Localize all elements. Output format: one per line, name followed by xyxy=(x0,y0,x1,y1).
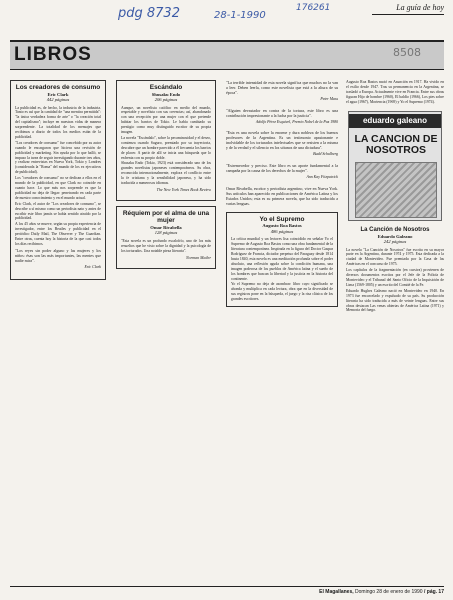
column-4 xyxy=(346,80,444,562)
book-cover-image xyxy=(348,111,442,221)
book-pages: 206 páginas xyxy=(154,97,178,102)
pull-quote: "Alguien devastador en contra de la tortura, este libro es una contribución impresionante a la lucha por la justicia". xyxy=(226,107,338,118)
paragraph: Los capítulos de la fragmentación (en cursiva) provienen de diversos documentos escritos por el Jefe de la Policía de Montevideo y el Tribunal del Santo Oficio de la Inquisición de Lima (1569-1805) y un escrito del Comité de la Fe. xyxy=(346,268,444,287)
handwritten-number: 176261 xyxy=(296,3,331,13)
review-body xyxy=(346,248,444,314)
book-title: Yo el Supremo xyxy=(259,215,305,223)
handwritten-code: 8508 xyxy=(393,46,421,59)
section-title: LIBROS xyxy=(14,44,92,65)
review-body xyxy=(121,106,211,187)
review-title-box xyxy=(116,80,216,201)
book-title: Escándalo xyxy=(149,84,183,91)
author-bio xyxy=(346,80,444,105)
author-bio: Omar Rivabella, escritor y periodista argentino, vive en Nueva York. Sus artículos han aparecido en publicaciones de América Latina y los Estados Unidos; esta es su primera novela, que ha sido traducida a varias lenguas. xyxy=(226,185,338,206)
quote-signature: Eric Clark xyxy=(84,264,101,269)
review-body xyxy=(15,106,101,247)
pull-quote: "Esta es una novela sobre la enorme y dura nobleza de los buenos profesores de la Argentina. Es un testimonio apasionante e inolvidable de los torturados intelectuales que se resisten a la misma y de la verdad y el silencio en los sótanos de una dictadura". xyxy=(226,130,338,151)
paragraph: La novela "Escándalo", sobre la pecaminosidad y el deseo, comienza cuando Suguro, premiado por su trayectoria, descubre que un hombre parecido a él frecuenta los barrios de placer. A partir de allí se inicia una búsqueda que lo enfrenta con su propio doble. xyxy=(121,135,211,160)
quote-signature: Ann Kay Fitzpatrick xyxy=(306,175,338,180)
paragraph: La publicidad es, de hecho, la industria de la industria. Tanto es así que la cantidad de "una mentira permitida": "la única verdadera forma de arte" o "la creación total del capitalismo"; incluye en nuestras vidas de manera sorprendente. La totalidad de los mensajes que recibimos a diario de todos los medios están de la publicidad. xyxy=(15,105,101,139)
quote-signature: Adolfo Pérez Esquivel, Premio Nobel de la Paz 1980 xyxy=(255,119,338,124)
paragraph: Eduardo Hughes Galeano nació en Montevideo en 1940. En 1973 fue encarcelado y expulsado de su país. Su producción literaria ha sido traducida a más de veinte lenguas. Entre sus obras destacan Las venas abiertas de América Latina (1971) y Memoria del fuego. xyxy=(346,288,444,313)
book-title: La Canción de Nosotros xyxy=(360,226,430,233)
paragraph: Augusto Roa Bastos nació en Asunción en 1917. Ha vivido en el exilio desde 1947. Tras su permanencia en la Argentina, se trasladó a Europa. Actualmente vive en Francia. Entre sus obras figuran Hijo de hombre (1960), El baldío (1966), Los pies sobre el agua (1967), Moriencia (1969) y Yo el Supremo (1974). xyxy=(346,80,444,104)
book-pages: 442 páginas xyxy=(46,97,70,102)
book-pages: 128 páginas xyxy=(154,230,178,236)
paragraph: Shusaku Endo (Tokio, 1923) está considerado uno de los grandes novelistas japoneses contemporáneos. Su obra, reconocida internacionalmente, explora el conflicto entre la fe cristiana y la sensibilidad japonesa, y ha sido traducida a numerosos idiomas. xyxy=(121,161,211,186)
book-author: Shusaku Endo xyxy=(151,91,181,97)
review-signature: The New York Times Book Review xyxy=(156,187,211,192)
book-author: Augusto Roa Bastos xyxy=(262,223,302,229)
book-pages: 486 páginas xyxy=(270,228,294,234)
column-1 xyxy=(10,80,106,570)
pull-quote: "La terrible intensidad de esta novela significa que muchos no la van a leer. Deben leerla, como este novelista que está a la altura de su época". xyxy=(226,80,338,95)
review-heading xyxy=(346,227,444,245)
book-author: Eduardo Galeano xyxy=(377,233,413,239)
book-author: Omar Rivabella xyxy=(150,224,182,230)
cover-title: LA CANCION DE NOSOTROS xyxy=(354,132,438,156)
paragraph: Yo el Supremo no deja de asombrar: libro cuyo significado se ahonda y multiplica en cada lectura, obra que en la diversidad de sus registros pone en la búsqueda, el juego y la risa clásica de los grandes escritores. xyxy=(231,282,333,302)
paragraph: Los "creadores de consumo" no se dedican a ellos en el mundo de la publicidad, en que Clark no coincide en cuanto hace. Lo que más nos sorprende es que la publicidad no deja de llegar: penetrando en cada parte de nuestro conocimiento y en el mundo actual. xyxy=(15,176,101,200)
paragraph: A los 45 años se mueve, según su propia experiencia de investigador, entre los Beatles y publicidad en el periódico Daily Mail, The Observer y The Guardian. Entre otras, cuenta hoy la historia de la que casi todos los días recibimos. xyxy=(15,222,101,246)
handwritten-date: 28-1-1990 xyxy=(214,10,266,21)
paragraph: Aunque, un novelista católico en medio del mundo, respetable y novelista con sus creencias; así, abandonado con una recepción por una mujer con el que pretende habitar los barrios de Tokio. Le había cambiado su prestigio como muy distinguido escritor de su propia imagen. xyxy=(121,105,211,135)
paragraph: "Esta novela es un profundo escalofrío, uno de los más resueltos que he visto sobre la dignidad y la psicología de los torturados. Una notable pieza literaria". xyxy=(121,238,211,253)
review-title-box xyxy=(226,212,338,307)
footer-paper: El Magallanes, xyxy=(319,589,354,595)
quote-signature: Peter Mass xyxy=(320,97,338,101)
column-2 xyxy=(116,80,216,562)
cover-artwork xyxy=(355,162,437,218)
pull-quote: "Estremecedor y preciso. Este libro es un aporte fundamental a la campaña por la causa de los derechos de la mujer". xyxy=(226,163,338,174)
paragraph: La crítica mundial y un lectores lisa coincidido en señalar Yo el Supremo de Augusto Roa Bastos como una obra fundamental de la literatura contemporánea. Inspirada en la figura del Doctor Gaspar Rodríguez de Francia, dictador perpetuo del Paraguay desde 1814 hasta 1840, esta novela es una meditación profunda sobre el poder absoluto, una reflexión aguda sobre la condición humana, una imagen poderosa de los pueblos de América latina y el sueño de los hombres que buscan la libertad y la justicia en la historia del continente. xyxy=(231,237,333,281)
review-body xyxy=(231,237,333,302)
book-pages: 242 páginas xyxy=(383,239,407,245)
paragraph: "Los creadores de consumo" fue concebido por su autor cuando le encargaron que hiciera una revisión de publicidad y marketing. Sin ayuda por lo que halló, se impuso la tarea de seguir investigando durante tres años, y realizar entrevistas en Nueva York, Tokio y Londres (considerada la "Roma" del mundo de los ex ejecutivos de publicidad). xyxy=(15,140,101,175)
review-title-box xyxy=(10,80,106,280)
review-title-box xyxy=(116,206,216,269)
footer-page: / pág. 17 xyxy=(423,589,444,595)
book-title: Los creadores de consumo xyxy=(15,84,101,91)
page-header-guia: La guía de hoy xyxy=(372,3,444,15)
review-signature: Norman Mailer xyxy=(186,254,211,260)
book-author: Eric Clark xyxy=(47,91,69,97)
handwritten-note: pdg 8732 xyxy=(118,6,180,21)
paragraph: Eric Clark, el autor de "Los creadores de consumo", se describe a sí mismo como un periodista nato y antes de escribir este libro jamás se había sentido atraído por la publicidad. xyxy=(15,201,101,221)
footer-date: Domingo 28 de enero de 1990 xyxy=(355,589,423,595)
cover-author: eduardo galeano xyxy=(349,114,441,128)
review-body xyxy=(121,239,211,254)
book-title: Réquiem por el alma de una mujer xyxy=(122,209,210,225)
paragraph: La novela "La Canción de Nosotros" fue escrita en su mayor parte en la Argentina, durante 1974 y 1975. Esta dedicada a la ciudad de Montevideo. Fue premiada por la Casa de las Américas en el concurso de 1975. xyxy=(346,247,444,267)
pull-quote: "Los reyes sin poder alguno y las mujeres y los niños: ésas son las más importantes, las mentes que nadie mira". xyxy=(15,247,101,263)
quote-signature: Budd Schulberg xyxy=(313,152,338,157)
page-footer xyxy=(10,586,444,595)
column-3 xyxy=(226,80,338,562)
